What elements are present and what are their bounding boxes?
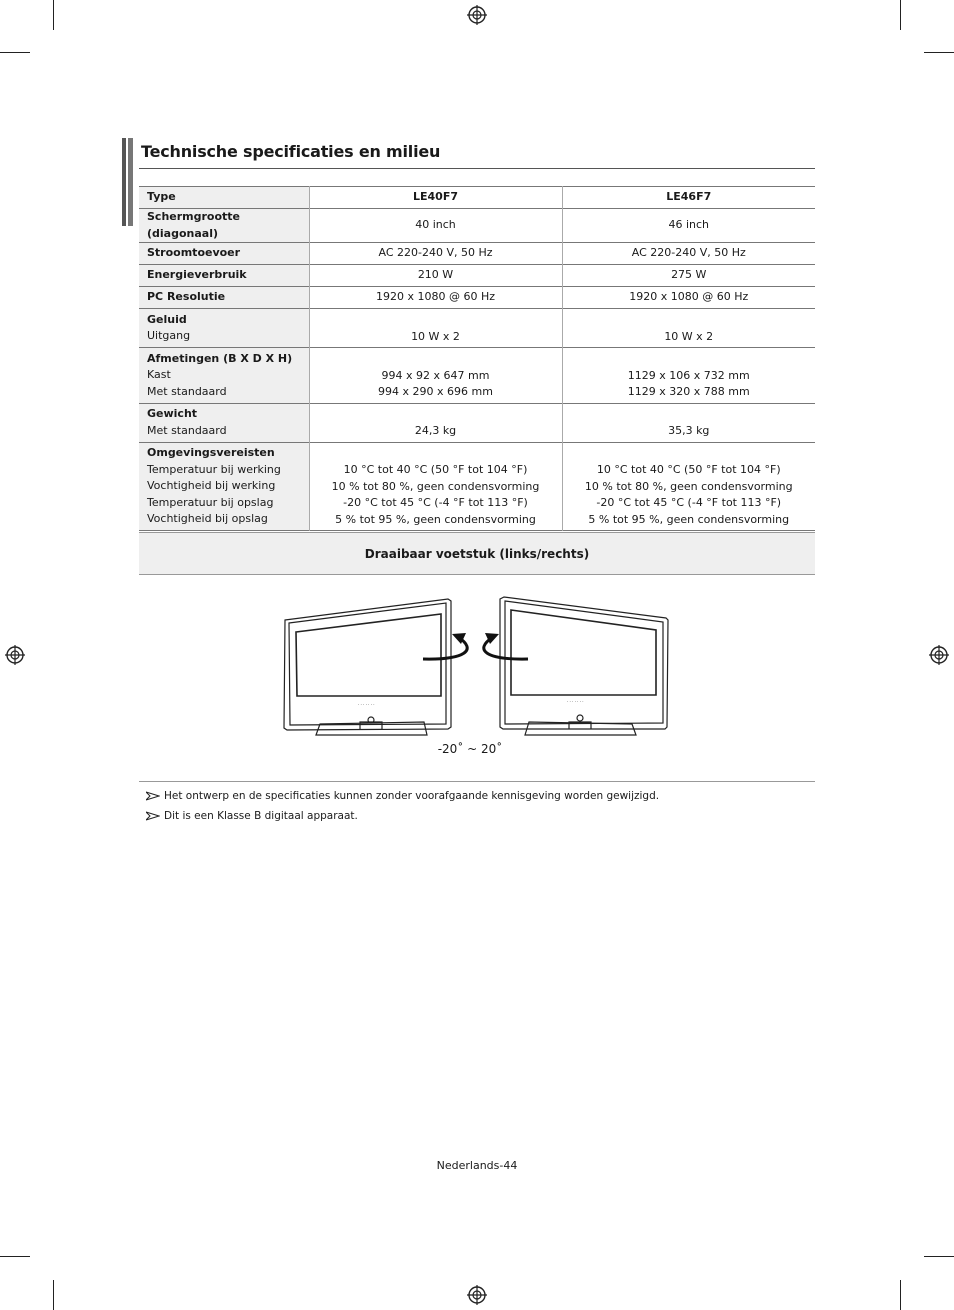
notes-rule	[139, 781, 815, 782]
rotate-arrow-icon	[423, 637, 528, 659]
row-label-cell	[139, 403, 309, 442]
table-header-row	[139, 187, 815, 209]
row-value-cell-1	[309, 309, 562, 348]
header-type: Type	[139, 187, 309, 209]
note-item	[146, 790, 659, 802]
crop-mark	[900, 1280, 901, 1310]
table-row	[139, 442, 815, 531]
row-value-cell-2	[562, 309, 815, 348]
row-sublabel: Temperatuur bij opslag	[147, 495, 274, 509]
row-label: Energieverbruik	[147, 268, 247, 282]
page-number: Nederlands-44	[436, 1159, 518, 1172]
note-text: Het ontwerp en de specificaties kunnen zonder voorafgaande kennisgeving worden gewijzigd.	[164, 790, 660, 802]
row-value-cell-1	[309, 442, 562, 531]
crop-mark	[924, 52, 954, 53]
swivel-stand-illustration	[280, 592, 674, 740]
note-arrow-icon	[146, 791, 160, 801]
row-value-cell-1	[309, 209, 562, 243]
row-label-cell	[139, 309, 309, 348]
row-value: 10 °C tot 40 °C (50 °F tot 104 °F)	[343, 463, 528, 476]
note-text: Dit is een Klasse B digitaal apparaat.	[164, 810, 358, 822]
table-row	[139, 243, 815, 265]
row-value-cell-1	[309, 403, 562, 442]
registration-mark-icon	[5, 645, 25, 665]
row-value: -20 °C tot 45 °C (-4 °F tot 113 °F)	[596, 496, 782, 509]
row-label-cell	[139, 287, 309, 309]
note-item	[146, 810, 358, 822]
crop-mark	[0, 1256, 30, 1257]
row-value: 1920 x 1080 @ 60 Hz	[375, 290, 496, 304]
row-value: 40 inch	[415, 218, 456, 232]
row-value-cell-2	[562, 348, 815, 404]
swivel-title: Draaibaar voetstuk (links/rechts)	[364, 546, 590, 561]
tv-right-frame	[500, 597, 668, 729]
row-sublabel: Kast	[147, 368, 171, 381]
row-label: Stroomtoevoer	[147, 246, 241, 260]
table-row	[139, 287, 815, 309]
row-label: PC Resolutie	[147, 290, 226, 304]
row-sublabel: Vochtigheid bij werking	[147, 479, 276, 492]
row-value-cell-1	[309, 243, 562, 265]
row-value-cell-2	[562, 403, 815, 442]
table-row	[139, 265, 815, 287]
row-label-cell	[139, 265, 309, 287]
row-value: 210 W	[417, 268, 454, 282]
header-model-2: LE46F7	[666, 190, 712, 204]
row-value: 35,3 kg	[668, 424, 710, 437]
row-sublabel: Uitgang	[147, 329, 191, 342]
row-value: 994 x 92 x 647 mm	[381, 368, 490, 382]
crop-mark	[53, 0, 54, 30]
row-value: -20 °C tot 45 °C (-4 °F tot 113 °F)	[343, 496, 528, 509]
row-sublabel: Met standaard	[147, 384, 227, 398]
swivel-angle-label: -20˚ ~ 20˚	[437, 742, 503, 756]
row-label-cell	[139, 442, 309, 531]
crop-mark	[53, 1280, 54, 1310]
row-label: Schermgrootte (diagonaal)	[147, 210, 241, 240]
row-value: 5 % tot 95 %, geen condensvorming	[588, 512, 790, 526]
tv-logo: · · · · · · ·	[358, 702, 375, 707]
tv-logo: · · · · · · ·	[567, 699, 584, 704]
table-row	[139, 309, 815, 348]
row-value-cell-2	[562, 442, 815, 531]
row-value: 24,3 kg	[414, 424, 457, 437]
row-value-cell-1	[309, 348, 562, 404]
row-value: AC 220-240 V, 50 Hz	[631, 246, 746, 260]
registration-mark-icon	[467, 5, 487, 25]
row-label: Gewicht	[147, 407, 198, 420]
row-value: 10 W x 2	[664, 329, 714, 343]
row-value-cell-1	[309, 287, 562, 309]
row-value: 1129 x 320 x 788 mm	[627, 385, 750, 398]
title-rule	[139, 168, 815, 169]
row-value: 275 W	[671, 268, 707, 282]
row-value-cell-2	[562, 287, 815, 309]
row-value: 10 °C tot 40 °C (50 °F tot 104 °F)	[596, 463, 781, 476]
row-value-cell-2	[562, 243, 815, 265]
row-value: 1920 x 1080 @ 60 Hz	[629, 290, 749, 304]
row-value-cell-1	[309, 265, 562, 287]
row-label-cell	[139, 243, 309, 265]
row-value: 10 % tot 80 %, geen condensvorming	[584, 479, 793, 493]
row-value: 1129 x 106 x 732 mm	[627, 368, 750, 382]
table-row	[139, 348, 815, 404]
row-value: 10 W x 2	[411, 329, 460, 343]
table-row	[139, 403, 815, 442]
row-label: Afmetingen (B X D X H)	[147, 351, 293, 365]
row-value: 10 % tot 80 %, geen condensvorming	[331, 479, 540, 493]
row-value: 46 inch	[668, 218, 710, 232]
table-row	[139, 209, 815, 243]
spec-body	[139, 209, 815, 531]
row-sublabel: Met standaard	[147, 423, 227, 437]
registration-mark-icon	[929, 645, 949, 665]
swivel-section-header	[139, 532, 815, 575]
registration-mark-icon	[467, 1285, 487, 1305]
title-accent-bar	[122, 138, 134, 226]
spec-table	[139, 186, 815, 531]
row-value: 5 % tot 95 %, geen condensvorming	[335, 512, 536, 526]
note-arrow-icon	[146, 811, 160, 821]
row-label-cell	[139, 348, 309, 404]
crop-mark	[900, 0, 901, 30]
row-label: Omgevingsvereisten	[147, 446, 275, 459]
crop-mark	[924, 1256, 954, 1257]
page-title: Technische specificaties en milieu	[141, 142, 441, 161]
row-sublabel: Temperatuur bij werking	[147, 462, 281, 476]
row-label: Geluid	[147, 312, 187, 326]
row-value: 994 x 290 x 696 mm	[378, 385, 493, 398]
row-value: AC 220-240 V, 50 Hz	[378, 246, 493, 260]
crop-mark	[0, 52, 30, 53]
row-sublabel: Vochtigheid bij opslag	[147, 512, 268, 525]
tv-left-frame	[284, 599, 451, 730]
row-label-cell	[139, 209, 309, 243]
row-value-cell-2	[562, 265, 815, 287]
header-model-1: LE40F7	[309, 187, 562, 209]
row-value-cell-2	[562, 209, 815, 243]
